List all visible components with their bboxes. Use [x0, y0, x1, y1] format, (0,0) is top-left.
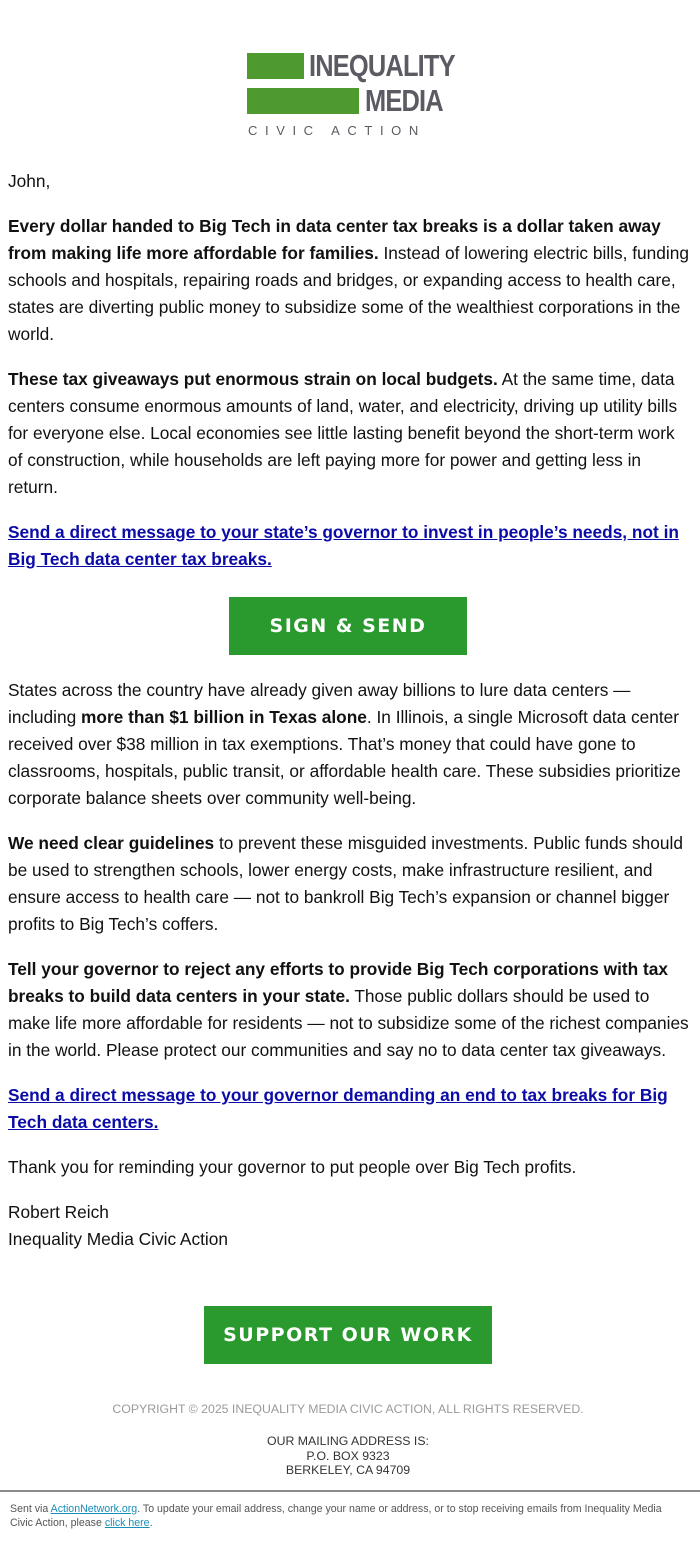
logo-bar-top: [247, 53, 304, 79]
paragraph-4: [8, 830, 692, 938]
logo-bar-bottom: [247, 88, 359, 114]
logo-tagline: CIVIC ACTION: [248, 123, 426, 138]
paragraph-4-text: to prevent these misguided investments. Public funds should be used to strengthen schools, lower energy costs, make infrastructure resilient, and ensure access to health care — not to bankroll Big Tech’s expansion or channel bigger profits to Big Tech’s coffers.: [8, 833, 683, 934]
signature-org: Inequality Media Civic Action: [8, 1229, 228, 1249]
paragraph-3: [8, 677, 692, 812]
governor-message-link-1[interactable]: Send a direct message to your state’s governor to invest in people’s needs, not in Big Tech data center tax breaks.: [8, 522, 679, 569]
paragraph-5-text: Those public dollars should be used to make life more affordable for residents — not to subsidize some of the richest companies in the world. Please protect our communities and say no to data center tax giveaways.: [8, 986, 689, 1060]
paragraph-3-bold: more than $1 billion in Texas alone: [81, 707, 367, 727]
paragraph-2-text: At the same time, data centers consume enormous amounts of land, water, and electricity, driving up utility bills for everyone else. Local economies see little lasting benefit beyond the short-term work of construction, while households are left paying more for power and getting less in return.: [8, 369, 678, 497]
brand-logo: [247, 48, 455, 139]
paragraph-3-text: . In Illinois, a single Microsoft data center received over $38 million in tax exemptions. That’s money that could have gone to classrooms, hospitals, public transit, or affordable health care. These subsidies prioritize corporate balance sheets over community well-being.: [8, 707, 681, 808]
address-label: OUR MAILING ADDRESS IS:: [267, 1434, 429, 1448]
footer-end: .: [149, 1517, 153, 1529]
paragraph-2-bold: These tax giveaways put enormous strain on local budgets.: [8, 369, 498, 389]
paragraph-1-bold: Every dollar handed to Big Tech in data center tax breaks is a dollar taken away from making life more affordable for families.: [8, 216, 661, 263]
signature: [8, 1199, 692, 1253]
logo-word-inequality: INEQUALITY: [309, 48, 455, 83]
unsubscribe-text: . To update your email address, change your name or address, or to stop receiving emails from Inequality Media Civic Action, please: [10, 1503, 662, 1529]
address-line-1: P.O. BOX 9323: [306, 1448, 390, 1463]
address-line-2: BERKELEY, CA 94709: [285, 1463, 411, 1477]
paragraph-1-text: Instead of lowering electric bills, funding schools and hospitals, repairing roads and bridges, or expanding access to health care, states are diverting public money to subsidize some of the wealthiest corporations in the world.: [8, 243, 689, 344]
paragraph-4-bold: We need clear guidelines: [8, 833, 215, 853]
paragraph-5-bold: Tell your governor to reject any efforts to provide Big Tech corporations with tax breaks to build data centers in your state.: [8, 959, 668, 1006]
sent-via-text: Sent via: [10, 1503, 51, 1515]
footer-divider: [0, 1490, 700, 1492]
mailing-address: [0, 1434, 696, 1478]
email-body: [8, 168, 692, 1271]
greeting: John,: [8, 171, 51, 191]
cta-paragraph-1: [8, 519, 692, 573]
unsubscribe-footer: [10, 1502, 680, 1530]
paragraph-5: [8, 956, 692, 1064]
click-here-link[interactable]: click here: [104, 1517, 150, 1529]
sign-and-send-button[interactable]: SIGN & SEND: [229, 597, 467, 655]
paragraph-1: [8, 213, 692, 348]
support-our-work-button[interactable]: SUPPORT OUR WORK: [204, 1306, 492, 1364]
closing: Thank you for reminding your governor to put people over Big Tech profits.: [8, 1157, 577, 1177]
actionnetwork-link[interactable]: ActionNetwork.org: [50, 1503, 138, 1515]
cta-paragraph-2: [8, 1082, 692, 1136]
paragraph-3-start: States across the country have already given away billions to lure data centers — including: [8, 680, 631, 727]
signature-name: Robert Reich: [8, 1202, 109, 1222]
paragraph-2: [8, 366, 692, 501]
logo-word-media: MEDIA: [365, 83, 443, 118]
copyright-notice: COPYRIGHT © 2025 INEQUALITY MEDIA CIVIC ACTION, ALL RIGHTS RESERVED.: [112, 1402, 584, 1416]
governor-message-link-2[interactable]: Send a direct message to your governor demanding an end to tax breaks for Big Tech data centers.: [8, 1085, 668, 1132]
